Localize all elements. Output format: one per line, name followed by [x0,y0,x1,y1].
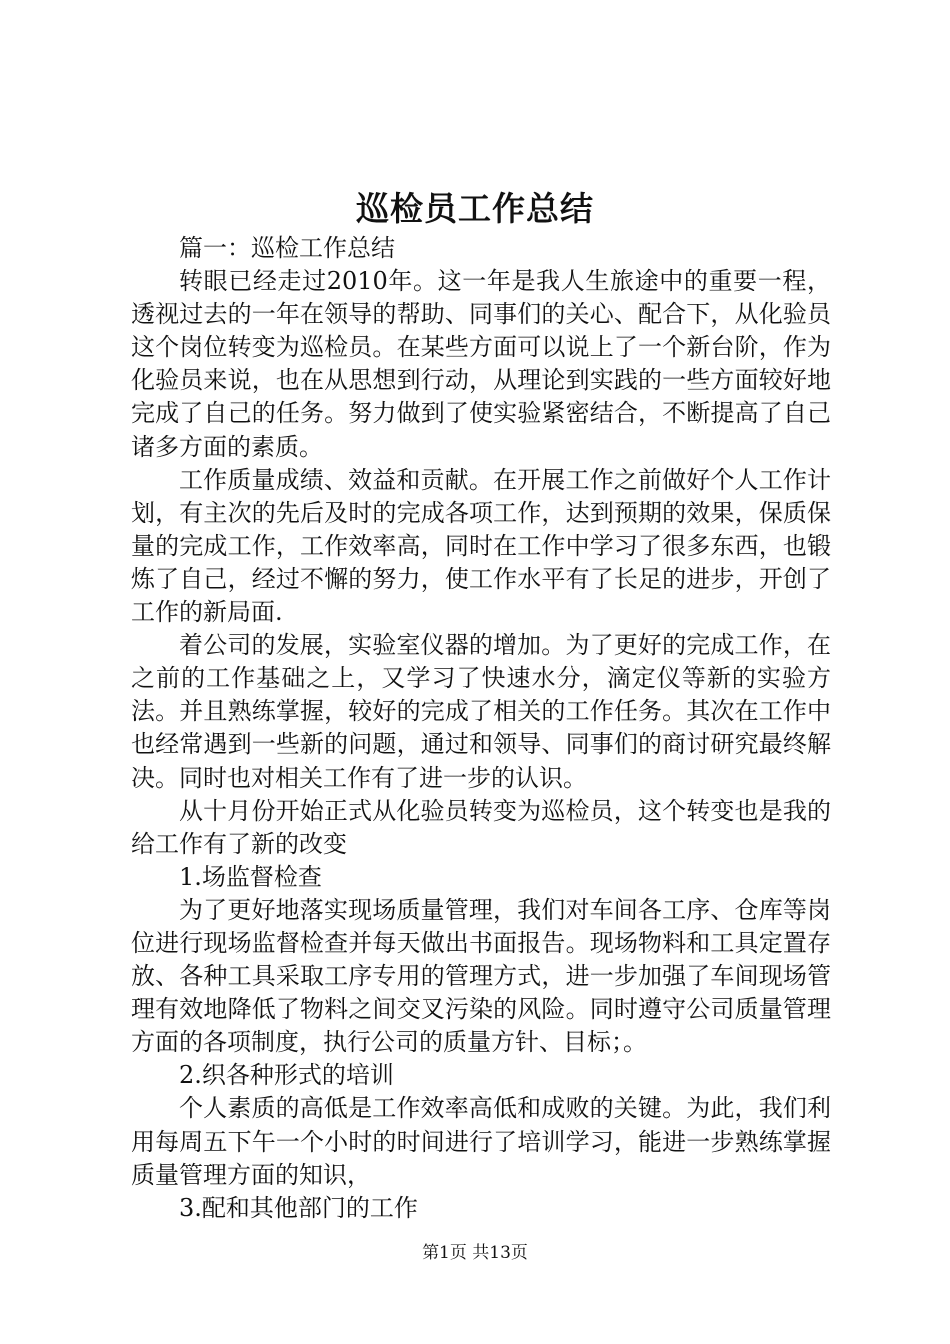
paragraph: 工作质量成绩、效益和贡献。在开展工作之前做好个人工作计划，有主次的先后及时的完成各项工作，达到预期的效果，保质保量的完成工作，工作效率高，同时在工作中学习了很多东西，也锻炼了自己，经过不懈的努力，使工作水平有了长足的进步，开创了工作的新局面. [131,465,831,627]
paragraph: 转眼已经走过2010年。这一年是我人生旅途中的重要一程，透视过去的一年在领导的帮助、同事们的关心、配合下，从化验员这个岗位转变为巡检员。在某些方面可以说上了一个新台阶，作为化验员来说，也在从思想到行动，从理论到实践的一些方面较好地完成了自己的任务。努力做到了使实验紧密结合，不断提高了自己诸多方面的素质。 [131,267,831,461]
paragraph: 从十月份开始正式从化验员转变为巡检员，这个转变也是我的给工作有了新的改变 [131,796,831,858]
document-body [131,232,831,1225]
paragraph: 个人素质的高低是工作效率高低和成败的关键。为此，我们利用每周五下午一个小时的时间进行了培训学习，能进一步熟练掌握质量管理方面的知识， [131,1094,831,1189]
list-heading: 1.场监督检查 [179,862,322,891]
page-footer: 第1页 共13页 [422,1243,528,1263]
list-heading: 2.织各种形式的培训 [179,1061,394,1090]
paragraph: 为了更好地落实现场质量管理，我们对车间各工序、仓库等岗位进行现场监督检查并每天做出书面报告。现场物料和工具定置存放、各种工具采取工序专用的管理方式，进一步加强了车间现场管理有效地降低了物料之间交叉污染的风险。同时遵守公司质量管理方面的各项制度，执行公司的质量方针、目标；。 [131,895,831,1057]
list-heading: 3.配和其他部门的工作 [179,1193,418,1222]
document-title: 巡检员工作总结 [356,189,594,228]
paragraph: 着公司的发展，实验室仪器的增加。为了更好的完成工作，在之前的工作基础之上，又学习了快速水分，滴定仪等新的实验方法。并且熟练掌握，较好的完成了相关的工作任务。其次在工作中也经常遇到一些新的问题，通过和领导、同事们的商讨研究最终解决。同时也对相关工作有了进一步的认识。 [131,631,831,792]
section-heading: 篇一：巡检工作总结 [179,234,395,262]
